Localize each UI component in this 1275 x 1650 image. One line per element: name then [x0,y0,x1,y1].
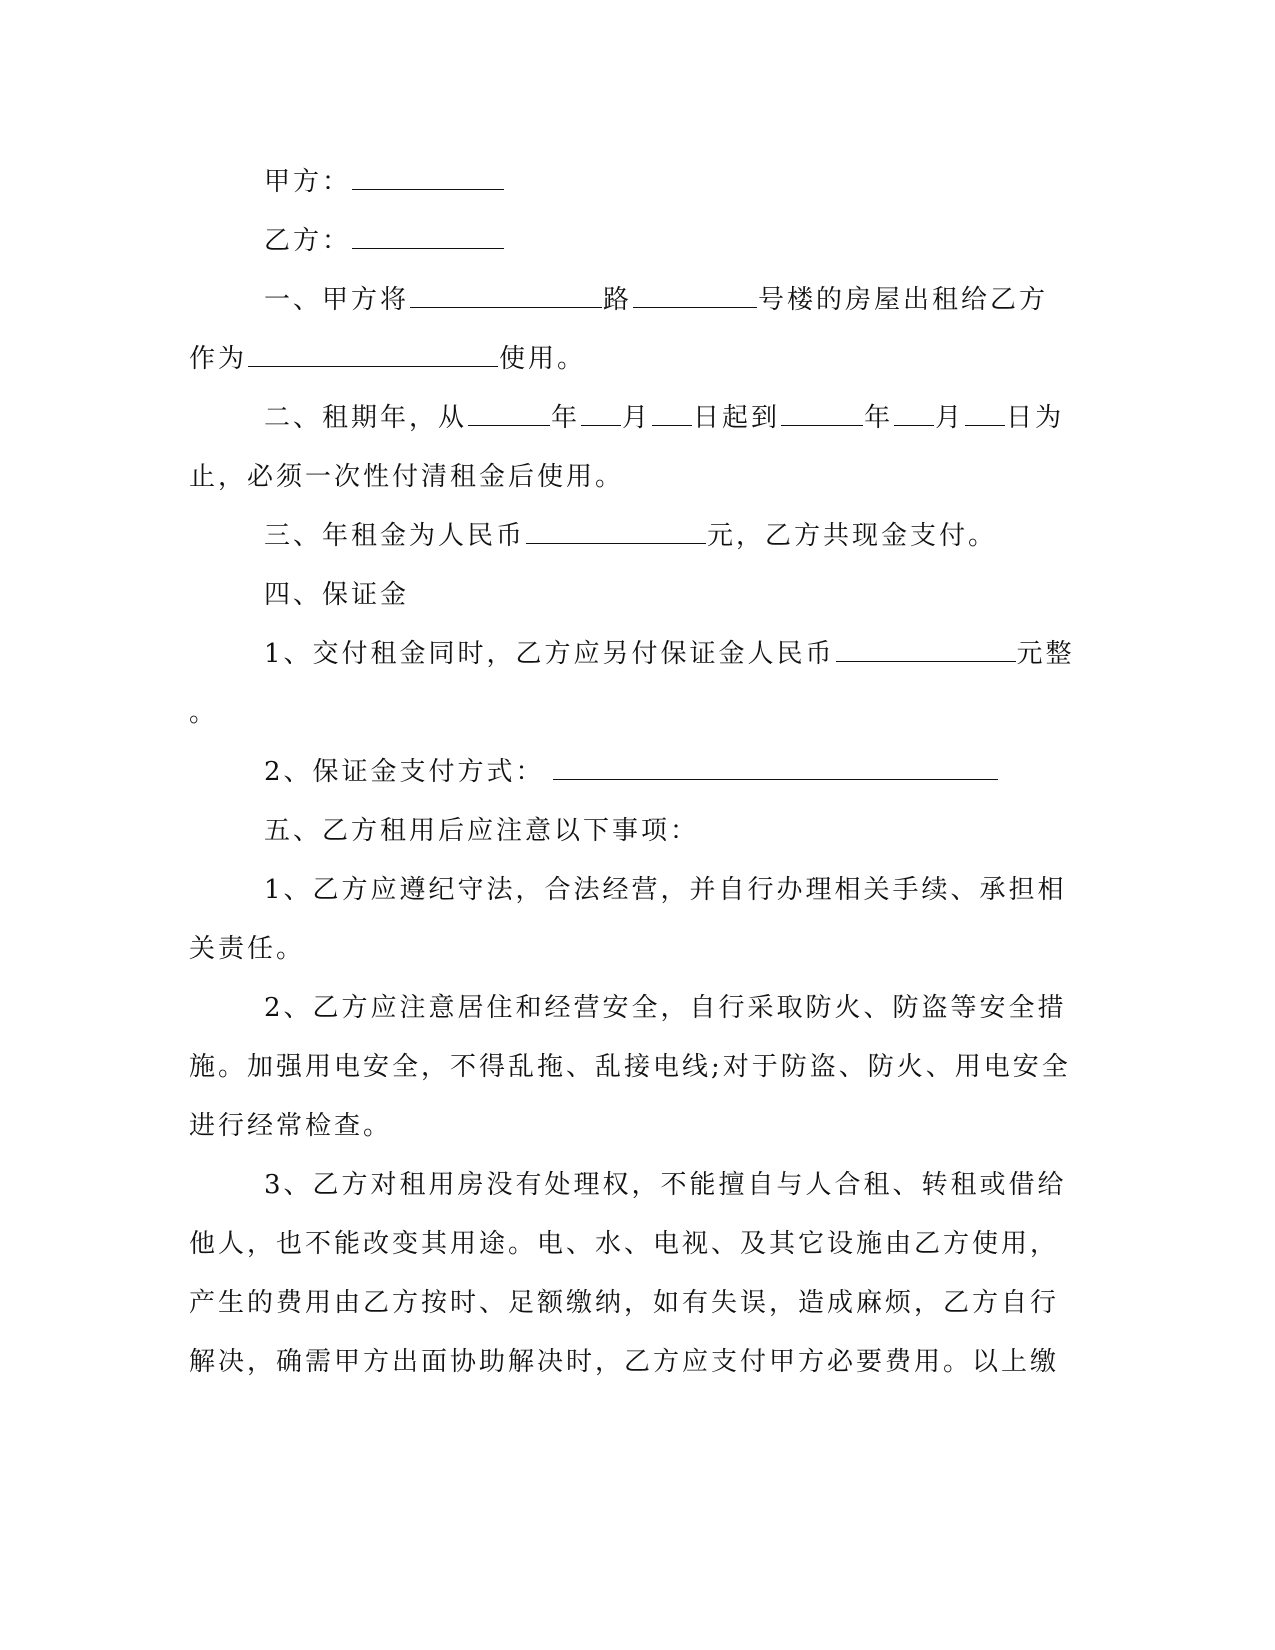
text-segment: 日为 [1006,403,1065,433]
party-a-label: 甲方： [264,167,352,197]
end-day-blank [965,399,1005,426]
clause-5-item-1-line-2 [189,929,305,969]
party-a-blank [352,163,504,190]
text-segment: 产生的费用由乙方按时、足额缴纳，如有失误，造成麻烦，乙方自行 [189,1288,1060,1318]
clause-5-item-1-line-1 [264,870,1067,910]
text-segment: 。 [189,698,219,728]
clause-2-line-2 [189,457,624,497]
text-segment: 3、乙方对租用房没有处理权，不能擅自与人合租、转租或借给 [264,1170,1067,1200]
text-segment: 作为 [189,344,248,374]
clause-5-item-2-line-1 [264,988,1067,1028]
party-b-blank [352,222,504,249]
clause-4-item-1-line-1 [264,634,1075,674]
text-segment: 四、保证金 [264,580,410,610]
clause-5-item-3-line-4 [189,1342,1059,1382]
text-segment: 年 [551,403,581,433]
clause-3-line [264,516,997,556]
clause-5-item-2-line-2 [189,1047,1071,1087]
party-b-line [264,221,505,261]
end-month-blank [894,399,934,426]
usage-blank [248,340,498,367]
start-year-blank [468,399,550,426]
text-segment: 路 [603,285,633,315]
text-segment: 使用。 [499,344,587,374]
text-segment: 元整 [1016,639,1075,669]
text-segment: 进行经常检查。 [189,1111,393,1141]
text-segment: 2、保证金支付方式： [264,757,545,787]
start-month-blank [581,399,621,426]
clause-5-item-3-line-2 [189,1224,1059,1264]
text-segment: 日起到 [693,403,781,433]
text-segment: 月 [622,403,652,433]
text-segment: 解决，确需甲方出面协助解决时，乙方应支付甲方必要费用。以上缴 [189,1347,1060,1377]
text-segment: 他人，也不能改变其用途。电、水、电视、及其它设施由乙方使用， [189,1229,1060,1259]
text-segment: 止，必须一次性付清租金后使用。 [189,462,625,492]
annual-rent-blank [526,517,706,544]
clause-2-line-1 [264,398,1064,438]
clause-4-item-1-line-2 [189,693,218,733]
text-segment: 二、租期年，从 [264,403,468,433]
clause-1-line-2 [189,339,586,379]
clause-5-item-3-line-3 [189,1283,1059,1323]
clause-4-item-2-line [264,752,999,792]
text-segment: 号楼的房屋出租给乙方 [758,285,1049,315]
text-segment: 关责任。 [189,934,306,964]
clause-5-item-2-line-3 [189,1106,392,1146]
text-segment: 三、年租金为人民币 [264,521,526,551]
text-segment: 元，乙方共现金支付。 [707,521,998,551]
text-segment: 月 [935,403,965,433]
party-b-label: 乙方： [264,226,352,256]
clause-4-heading [264,575,409,615]
text-segment: 1、交付租金同时，乙方应另付保证金人民币 [264,639,835,669]
text-segment: 施。加强用电安全，不得乱拖、乱接电线;对于防盗、防火、用电安全 [189,1052,1071,1082]
clause-5-item-3-line-1 [264,1165,1067,1205]
clause-1-line-1 [264,280,1048,320]
building-number-blank [633,281,757,308]
deposit-method-blank [553,753,998,780]
end-year-blank [781,399,863,426]
start-day-blank [652,399,692,426]
road-blank [410,281,602,308]
text-segment: 1、乙方应遵纪守法，合法经营，并自行办理相关手续、承担相 [264,875,1067,905]
deposit-amount-blank [836,635,1016,662]
text-segment: 五、乙方租用后应注意以下事项： [264,816,700,846]
party-a-line [264,162,505,202]
text-segment: 年 [864,403,894,433]
text-segment: 一、甲方将 [264,285,410,315]
clause-5-heading [264,811,699,851]
text-segment: 2、乙方应注意居住和经营安全，自行采取防火、防盗等安全措 [264,993,1067,1023]
